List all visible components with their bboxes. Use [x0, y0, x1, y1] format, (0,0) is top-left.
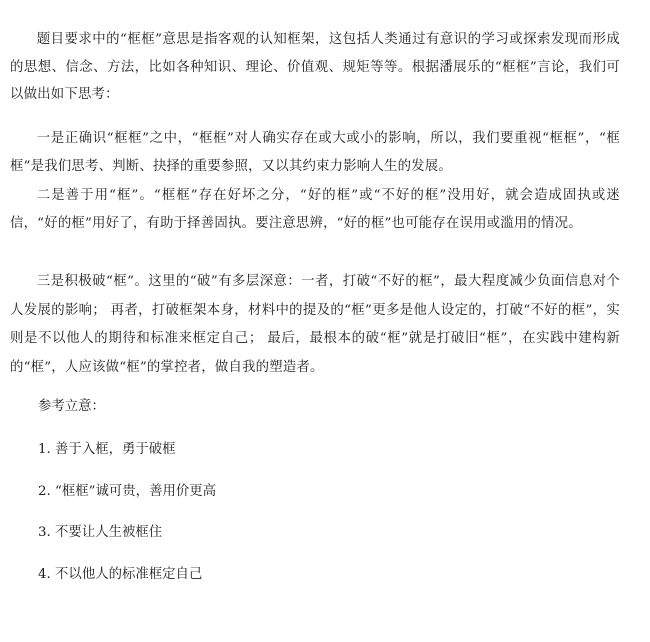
- reference-item: 3. 不要让人生被框住: [38, 525, 163, 540]
- reference-item: 1. 善于入框，勇于破框: [38, 442, 176, 457]
- intro-paragraph: 题目要求中的“框框”意思是指客观的认知框架，这包括人类通过有意识的学习或探索发现而形成的思想、信念、方法，比如各种知识、理论、价值观、规矩等等。根据潘展乐的“框框”言论，我们可以做出如下思考：: [10, 32, 620, 102]
- reference-heading: 参考立意：: [38, 399, 105, 414]
- point-one-paragraph: 一是正确识“框框”之中，“框框”对人确实存在或大或小的影响，所以，我们要重视“框框”，“框框”是我们思考、判断、抉择的重要参照，又以其约束力影响人生的发展。: [10, 131, 620, 174]
- point-two-paragraph: 二是善于用“框”。“框框”存在好坏之分，“好的框”或“不好的框”没用好，就会造成固执或迷信，“好的框”用好了，有助于择善固执。要注意思辨，“好的框”也可能存在误用或滥用的情况。: [10, 188, 620, 232]
- reference-item: 4. 不以他人的标准框定自己: [38, 567, 203, 582]
- point-three-paragraph: 三是积极破“框”。这里的“破”有多层深意：一者，打破“不好的框”，最大程度减少负面信息对个人发展的影响； 再者，打破框架本身，材料中的提及的“框”更多是他人设定的，打破“不好的框”，实则是不以他人的期待和标准来框定自己； 最后，最根本的破“框”就是打破旧“框”，在实践中建构新的“框”，人应该做“框”的掌控者，做自我的塑造者。: [10, 274, 620, 375]
- reference-item: 2. “框框”诚可贵，善用价更高: [38, 484, 217, 499]
